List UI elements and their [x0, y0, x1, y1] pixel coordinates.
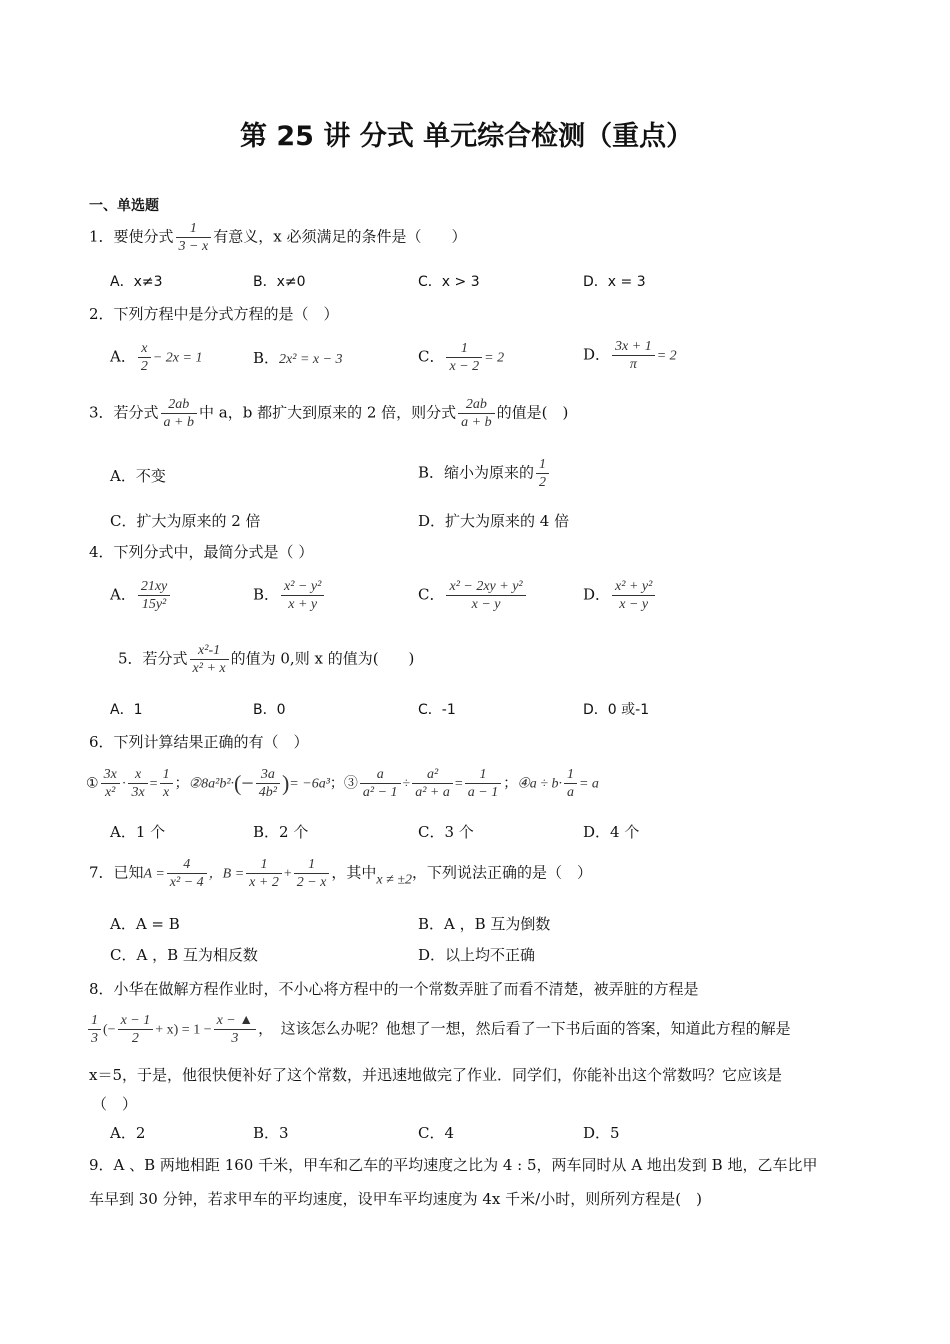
q5-option-b: B．0 — [253, 702, 286, 718]
question-1 — [89, 220, 466, 255]
q1-option-a: A．x≠3 — [110, 274, 163, 290]
q4-option-d: D． $\frac{\text{x² + y²}}{x - y}$ — [583, 578, 657, 613]
q2-option-c: C． $\frac{1}{x - 2}$ = 2 — [418, 341, 505, 374]
q3-option-a: A．不变 — [110, 467, 166, 485]
q6-option-c: C．3 个 — [418, 823, 474, 841]
q7-option-c: C．A ，B 互为相反数 — [110, 946, 258, 964]
question-5: 5．若分式 $\frac{\text{x²-1}}{\text{x² + x}}$ 的值为 0,则 x 的值为( ) — [118, 643, 415, 676]
question-8-line-3: x＝5，于是，他很快便补好了这个常数，并迅速地做完了作业．同学们，你能补出这个常数吗？它应该是 — [89, 1066, 783, 1084]
q6-option-b: B．2 个 — [253, 823, 309, 841]
q8-option-c: C．4 — [418, 1124, 455, 1142]
q1-suffix: 有意义，x 必须满足的条件是（ ） — [213, 227, 467, 246]
question-8-line-1: 8．小华在做解方程作业时，不小心将方程中的一个常数弄脏了而看不清楚，被弄脏的方程是 — [89, 980, 699, 998]
q1-option-b: B．x≠0 — [253, 274, 306, 290]
q2-option-a: A． $\frac{x}{2}$ − 2x = 1 — [110, 341, 203, 374]
q1-prefix: 1．要使分式 — [89, 227, 174, 246]
q4-option-a: A． $\frac{21xy}{\text{15y²}}$ — [110, 578, 172, 613]
q6-option-d: D．4 个 — [583, 823, 640, 841]
q2-option-b: B．2x² = x − 3 — [253, 349, 343, 367]
q3-option-b: B．缩小为原来的 $\frac{1}{2}$ — [418, 456, 551, 491]
q6-option-a: A．1 个 — [110, 823, 166, 841]
q3-option-c: C．扩大为原来的 2 倍 — [110, 512, 261, 530]
q4-option-b: B． $\frac{\text{x² − y²}}{x + y}$ — [253, 578, 326, 613]
question-9-line-1: 9．A 、B 两地相距 160 千米，甲车和乙车的平均速度之比为 4 : 5，两车同时从 A 地出发到 B 地，乙车比甲 — [89, 1156, 818, 1174]
q1-option-d: D．x = 3 — [583, 274, 646, 290]
q5-option-c: C．-1 — [418, 702, 456, 718]
q1-option-c: C．x > 3 — [418, 274, 480, 290]
q7-option-a: A．A = B — [110, 915, 180, 933]
q8-option-b: B．3 — [253, 1124, 289, 1142]
q7-option-d: D．以上均不正确 — [418, 946, 536, 964]
question-9-line-2: 车早到 30 分钟，若求甲车的平均速度，设甲车平均速度为 4x 千米/小时，则所列方程是( ) — [89, 1190, 702, 1208]
q8-option-a: A．2 — [110, 1124, 146, 1142]
q2-option-d: D． $\frac{3x + 1}{\pi}$ = 2 — [583, 339, 677, 372]
q5-option-a: A．1 — [110, 702, 143, 718]
q5-option-d: D．0 或-1 — [583, 702, 650, 718]
question-8-line-2: $\frac{1}{3}$ (− $\frac{x - 1}{2}$ + x) = 1 − $\frac{x - ▲}{3}$ ， 这该怎么办呢？他想了一想，然后看了一下书后面的答案，知道此方程的解是 — [86, 1012, 791, 1047]
page-title: 第 25 讲 分式 单元综合检测（重点） — [240, 121, 694, 152]
q3-option-d: D．扩大为原来的 4 倍 — [418, 512, 570, 530]
section-heading: 一、单选题 — [89, 198, 159, 214]
q4-option-c: C． $\frac{\text{x² − 2xy + y²}}{x - y}$ — [418, 578, 528, 613]
question-7: 7．已知A = $\frac{4}{\text{x² − 4}}$ ，B = $\frac{1}{x + 2}$ + $\frac{1}{2 - x}$ ，其中x ≠ ±2，下列说法正确的是（ ） — [89, 857, 593, 890]
q8-option-d: D．5 — [583, 1124, 620, 1142]
question-2: 2．下列方程中是分式方程的是（ ） — [89, 305, 339, 323]
question-8-line-4: （ ） — [92, 1095, 138, 1113]
question-6: 6．下列计算结果正确的有（ ） — [89, 733, 309, 751]
q6-items: ① $\frac{3x}{\text{x²}}$ · $\frac{x}{3x}$ = $\frac{1}{x}$ ；②8a²b²·(− $\frac{3a}{\text{4b²}}$ )= −6a³；③ $\frac{a}{\text{a² − 1}}$ ÷ $\frac{\text{a²}}{\text{a² + a}}$ = $\frac{1}{a - 1}$ ；④a ÷ b· $\frac{1}{a}$ = a — [86, 767, 599, 800]
q7-option-b: B．A ，B 互为倒数 — [418, 915, 551, 933]
question-4: 4．下列分式中，最简分式是（ ） — [89, 543, 314, 561]
q1-fraction: $\frac{1}{3 - x}$ — [176, 220, 212, 255]
question-3: 3．若分式 $\frac{2ab}{a + b}$ 中 a，b 都扩大到原来的 2 倍，则分式 $\frac{2ab}{a + b}$ 的值是( ) — [89, 397, 569, 430]
